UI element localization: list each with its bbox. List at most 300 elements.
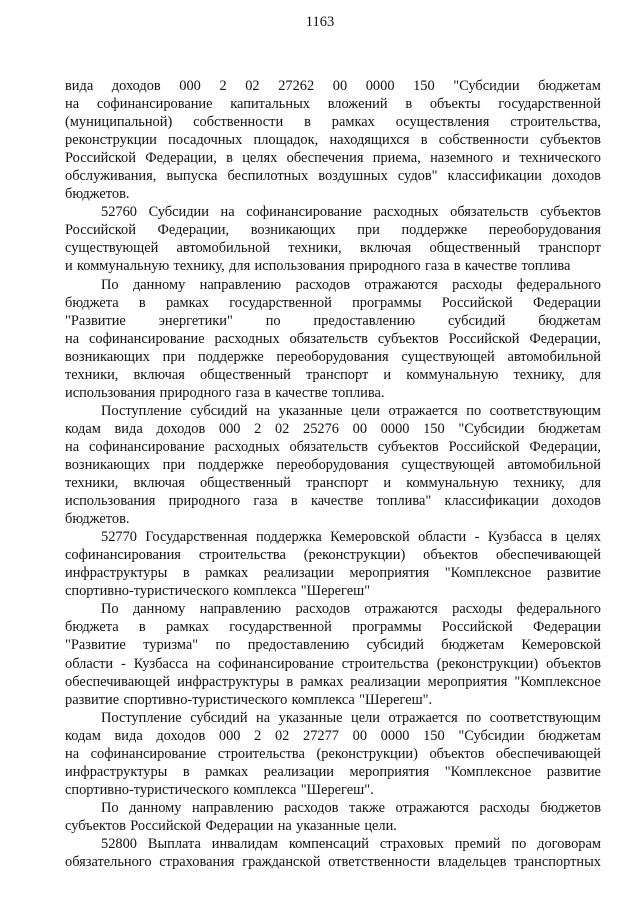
word: программы <box>352 294 422 311</box>
word: софинансирование <box>218 655 334 672</box>
word: 25276 <box>303 420 339 437</box>
body-text <box>65 77 601 871</box>
text-line <box>65 149 601 167</box>
text-line <box>65 113 601 131</box>
word: в <box>420 132 428 149</box>
word: инфраструктуры <box>65 565 168 582</box>
word: вида <box>65 78 94 94</box>
word: использования <box>65 493 156 510</box>
text-line <box>65 348 601 366</box>
word: строительства <box>341 655 429 672</box>
word: По <box>101 601 119 618</box>
word: поддержке <box>197 348 264 365</box>
word: также <box>348 799 385 816</box>
word: наземного <box>430 150 493 167</box>
word: приема, <box>372 150 421 167</box>
word: коммунальную <box>406 366 499 383</box>
word: объектов <box>429 745 485 762</box>
text-line <box>65 420 601 438</box>
word: обеспечивающей <box>495 547 601 564</box>
word: находящихся <box>329 132 410 149</box>
word: общественный <box>429 240 521 257</box>
word: классификации <box>444 493 539 510</box>
word: софинансирование <box>88 330 205 347</box>
word: реализации <box>350 673 421 690</box>
word: техники, <box>288 240 342 257</box>
word: бюджетов <box>540 799 601 816</box>
word: 0000 <box>380 420 410 437</box>
word: обслуживания, <box>65 168 157 185</box>
word: инвалидам <box>211 835 278 852</box>
text-line <box>65 221 601 239</box>
text-line <box>65 239 601 257</box>
text-line <box>65 276 601 294</box>
word: 52770 <box>101 529 137 546</box>
word: реализации <box>263 565 335 582</box>
word: Федерации <box>532 294 601 311</box>
text-line <box>65 257 601 275</box>
word: 150 <box>413 78 435 94</box>
word: указанные <box>278 402 343 419</box>
word: на <box>65 96 80 113</box>
word: 00 <box>352 420 368 437</box>
word: "Субсидии <box>453 78 520 94</box>
word: направлению <box>191 799 274 816</box>
word: цели <box>351 709 380 726</box>
word: 02 <box>245 78 260 94</box>
word: для <box>579 366 601 383</box>
text-line <box>65 600 601 618</box>
word: существующей <box>401 348 495 365</box>
word: страхования <box>159 854 235 871</box>
text-line <box>65 456 601 474</box>
word: качестве <box>310 493 364 510</box>
text-line <box>65 673 601 691</box>
word: развитие <box>546 763 601 780</box>
word: комплекса <box>233 781 297 798</box>
word: вложений <box>327 96 388 113</box>
word: расходных <box>214 330 280 347</box>
word: природного <box>159 384 232 401</box>
word: на <box>196 655 211 672</box>
text-line <box>65 691 601 709</box>
word: и <box>65 258 73 275</box>
word: транспорт <box>538 240 601 257</box>
word: в <box>182 763 190 780</box>
word: в <box>226 150 233 167</box>
word: комплекса <box>291 691 355 708</box>
word: Субсидии <box>148 204 209 221</box>
text-line <box>65 528 601 546</box>
word: инфраструктуры <box>65 763 168 780</box>
word: в <box>138 619 146 636</box>
word: указанные <box>278 709 343 726</box>
word: по <box>466 709 482 726</box>
word: 2 <box>254 727 262 744</box>
word: по <box>265 312 281 329</box>
word: бюджетов. <box>65 186 130 203</box>
word: 27262 <box>278 78 315 94</box>
word: обязательств <box>289 438 368 455</box>
word: спортивно-туристического <box>65 583 229 600</box>
word: отражаются <box>364 276 438 293</box>
word: транспортных <box>514 854 601 871</box>
word: программы <box>352 619 422 636</box>
word: 150 <box>423 420 445 437</box>
word: коммунальную <box>77 258 170 275</box>
word: "Шерегеш" <box>300 583 371 600</box>
text-line <box>65 185 601 203</box>
word: 150 <box>423 727 445 744</box>
word: классификации <box>447 168 542 185</box>
text-line <box>65 402 601 420</box>
word: в <box>182 565 190 582</box>
word: софинансирование <box>90 745 207 762</box>
word: спортивно-туристического <box>65 781 229 798</box>
word: площадок, <box>253 132 319 149</box>
text-line <box>65 95 601 113</box>
word: софинансирование <box>246 204 362 221</box>
word: при <box>357 222 380 239</box>
word: в <box>453 258 461 275</box>
word: посадочных <box>168 132 243 149</box>
text-line <box>65 745 601 763</box>
word: Кузбасса <box>487 529 543 546</box>
word: капитальных <box>230 96 310 113</box>
word: Российской <box>441 619 513 636</box>
word: - <box>474 529 480 546</box>
word: доходов <box>552 493 601 510</box>
word: доходов <box>111 78 161 94</box>
text-line <box>65 655 601 673</box>
text-line <box>65 709 601 727</box>
word: Российской <box>441 294 513 311</box>
word: рамках <box>331 114 375 131</box>
word: 00 <box>352 727 368 744</box>
word: области <box>65 655 114 672</box>
word: Российской <box>448 438 520 455</box>
page-number: 1163 <box>305 14 335 30</box>
word: развитие <box>65 691 120 708</box>
word: "Развитие <box>65 312 126 329</box>
text-line <box>65 546 601 564</box>
word: Российской <box>65 222 136 239</box>
word: направлению <box>199 276 282 293</box>
word: автомобильной <box>176 240 271 257</box>
text-line <box>65 564 601 582</box>
word: при <box>162 348 186 365</box>
word: По <box>101 799 119 816</box>
text-line <box>65 312 601 330</box>
word: 52760 <box>101 204 137 221</box>
word: строительства, <box>510 114 601 131</box>
word: 000 <box>218 420 241 437</box>
word: осуществления <box>395 114 490 131</box>
word: доходов <box>156 727 206 744</box>
word: для <box>579 475 601 492</box>
text-line <box>65 294 601 312</box>
word: Кемеровской <box>330 529 410 546</box>
word: субъектов <box>65 817 126 834</box>
word: бюджетам <box>538 727 601 744</box>
word: Кузбасса <box>133 655 189 672</box>
word: реконструкции <box>65 132 157 149</box>
word: на <box>65 438 80 455</box>
word: 000 <box>179 78 201 94</box>
word: использования <box>65 384 156 401</box>
word: данному <box>132 276 186 293</box>
word: государственной <box>229 294 332 311</box>
word: указанные <box>296 817 361 834</box>
text-line <box>65 167 601 185</box>
word: расходы <box>479 799 530 816</box>
word: воздушных <box>318 168 388 185</box>
word: судов" <box>397 168 438 185</box>
text-line <box>65 817 601 835</box>
word: спортивно-туристического <box>123 691 288 708</box>
word: Кемеровской <box>521 637 601 654</box>
word: субъектов <box>377 330 439 347</box>
word: технику, <box>513 475 565 492</box>
text-line <box>65 330 601 348</box>
word: Федерации, <box>145 150 217 167</box>
word: бюджета <box>65 619 119 636</box>
word: рамках <box>205 565 249 582</box>
word: бюджетам <box>538 312 601 329</box>
word: 000 <box>218 727 241 744</box>
word: на <box>256 402 271 419</box>
text-line <box>65 835 601 853</box>
word: бюджетам <box>538 420 601 437</box>
word: расходов <box>283 799 339 816</box>
word: 0000 <box>380 727 410 744</box>
word: инфраструктуры <box>177 673 280 690</box>
word: в <box>405 96 413 113</box>
word: и <box>502 150 510 167</box>
word: направлению <box>199 601 282 618</box>
word: целях <box>242 150 278 167</box>
word: цели. <box>364 817 397 834</box>
word: предоставлению <box>247 637 350 654</box>
text-line <box>65 131 601 149</box>
word: (муниципальной) <box>65 114 173 131</box>
word: переоборудования <box>276 456 389 473</box>
word: "Комплексное <box>444 763 532 780</box>
word: переоборудования <box>276 348 389 365</box>
word: субсидий <box>190 402 248 419</box>
word: владельцев <box>437 854 507 871</box>
word: вида <box>114 727 143 744</box>
word: на <box>65 745 80 762</box>
word: целях <box>565 529 601 546</box>
word: субъектов <box>540 132 601 149</box>
word: отражается <box>388 709 458 726</box>
word: Федерации <box>205 817 274 834</box>
text-line <box>65 853 601 871</box>
word: данному <box>132 601 186 618</box>
word: "Шерегеш". <box>300 781 374 798</box>
word: природного <box>168 493 241 510</box>
word: в <box>290 493 298 510</box>
word: топлива. <box>331 384 385 401</box>
word: на <box>277 817 292 834</box>
word: мероприятия <box>349 565 430 582</box>
word: по <box>215 637 231 654</box>
word: Российской <box>130 817 202 834</box>
word: 00 <box>332 78 348 94</box>
word: софинансирования <box>65 547 181 564</box>
word: транспорт <box>305 366 369 383</box>
word: По <box>101 276 119 293</box>
word: возникающих <box>250 222 336 239</box>
word: Федерации, <box>529 330 601 347</box>
word: "Субсидии <box>458 420 525 437</box>
word: субъектов <box>377 438 439 455</box>
word: обязательств <box>289 330 368 347</box>
word: страховых <box>379 835 444 852</box>
word: при <box>162 456 186 473</box>
word: бюджетам <box>538 78 601 94</box>
word: поддержке <box>197 456 264 473</box>
word: поддержке <box>401 222 468 239</box>
word: качестве <box>464 258 518 275</box>
word: энергетики" <box>158 312 233 329</box>
word: обязательного <box>65 854 152 871</box>
word: включая <box>359 240 412 257</box>
word: объектов <box>423 547 479 564</box>
word: мероприятия <box>427 673 508 690</box>
text-line <box>65 618 601 636</box>
word: технику, <box>513 366 565 383</box>
word: гражданской <box>242 854 321 871</box>
word: возникающих <box>65 456 150 473</box>
word: в <box>304 114 311 131</box>
word: и <box>383 475 392 492</box>
word: на <box>65 330 80 347</box>
word: топлива <box>521 258 571 275</box>
word: кодам <box>65 727 101 744</box>
text-line <box>65 781 601 799</box>
word: обеспечивающей <box>495 745 601 762</box>
word: переоборудования <box>488 222 601 239</box>
word: федерального <box>516 601 601 618</box>
word: субъектов <box>540 204 601 221</box>
word: мероприятия <box>349 763 430 780</box>
word: области <box>418 529 467 546</box>
word: природного <box>349 258 421 275</box>
word: техники, <box>65 475 119 492</box>
word: строительства <box>217 745 305 762</box>
word: обязательств <box>450 204 529 221</box>
word: данному <box>129 799 182 816</box>
word: в <box>286 673 294 690</box>
word: транспорт <box>305 475 369 492</box>
word: 2 <box>254 420 262 437</box>
word: отражаются <box>364 601 438 618</box>
word: рамках <box>300 673 344 690</box>
word: топлива" <box>376 493 432 510</box>
word: техники, <box>65 366 119 383</box>
text-line <box>65 77 601 95</box>
text-line <box>65 799 601 817</box>
word: расходных <box>214 438 280 455</box>
word: обеспечения <box>286 150 364 167</box>
word: 02 <box>274 727 290 744</box>
word: Федерации, <box>529 438 601 455</box>
word: софинансирование <box>96 96 213 113</box>
word: включая <box>133 475 185 492</box>
word: бюджетов. <box>65 511 130 528</box>
word: софинансирование <box>88 438 205 455</box>
word: газа <box>235 384 260 401</box>
word: по <box>511 835 527 852</box>
word: существующей <box>401 456 495 473</box>
word: автомобильной <box>507 348 601 365</box>
word: соответствующим <box>489 709 601 726</box>
word: беспилотных <box>227 168 309 185</box>
word: коммунальную <box>406 475 499 492</box>
word: объектов <box>546 655 601 672</box>
word: 52800 <box>101 835 137 852</box>
word: собственности <box>438 132 529 149</box>
word: Поступление <box>101 709 182 726</box>
word: включая <box>133 366 185 383</box>
word: Выплата <box>147 835 201 852</box>
word: "Шерегеш". <box>359 691 433 708</box>
word: рамках <box>165 619 209 636</box>
word: газа <box>253 493 278 510</box>
word: расходы <box>452 601 503 618</box>
word: 0000 <box>365 78 395 94</box>
word: кодам <box>65 420 101 437</box>
word: общественный <box>199 475 291 492</box>
text-line <box>65 763 601 781</box>
word: (реконструкции) <box>316 745 418 762</box>
word: туризма" <box>143 637 199 654</box>
word: премий <box>454 835 501 852</box>
word: компенсаций <box>288 835 370 852</box>
word: собственности <box>193 114 284 131</box>
word: технического <box>519 150 601 167</box>
word: доходов <box>156 420 206 437</box>
word: 2 <box>219 78 227 94</box>
word: субсидий <box>190 709 248 726</box>
word: "Комплексное <box>444 565 532 582</box>
word: выпуска <box>166 168 218 185</box>
word: существующей <box>65 240 159 257</box>
text-line <box>65 366 601 384</box>
word: субсидий <box>447 312 506 329</box>
word: расходов <box>295 601 351 618</box>
word: Федерации, <box>157 222 230 239</box>
word: в <box>264 384 271 401</box>
word: цели <box>351 402 380 419</box>
word: вида <box>114 420 143 437</box>
word: строительства <box>198 547 286 564</box>
word: расходов <box>295 276 351 293</box>
word: поддержка <box>255 529 322 546</box>
word: расходы <box>452 276 503 293</box>
word: на <box>256 709 271 726</box>
word: отражается <box>388 402 458 419</box>
word: федерального <box>516 276 601 293</box>
word: общественный <box>199 366 291 383</box>
text-line <box>65 492 601 510</box>
word: на <box>220 204 235 221</box>
word: для <box>229 258 251 275</box>
word: автомобильной <box>507 456 601 473</box>
word: возникающих <box>65 348 150 365</box>
